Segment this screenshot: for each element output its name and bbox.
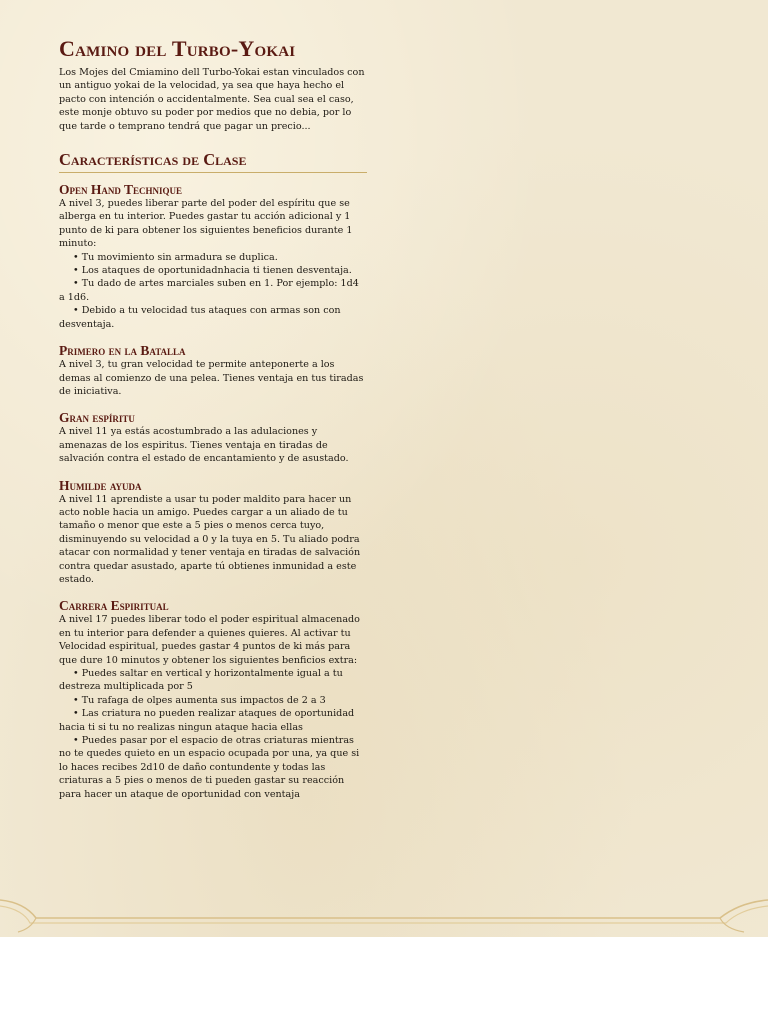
section-heading: Características de Clase [59, 150, 367, 173]
feature-bullet: • Debido a tu velocidad tus ataques con armas son con desventaja. [59, 305, 341, 330]
feature-open-hand-technique [59, 182, 367, 331]
footer-ornament-border [0, 888, 768, 937]
feature-bullet: • Las criatura no pueden realizar ataques de oportunidad hacia ti si tu no realizas ningun ataque hacia ellas [59, 708, 355, 733]
feature-title: Gran espíritu [59, 410, 135, 426]
feature-gran-espiritu [59, 410, 367, 465]
feature-text: A nivel 3, tu gran velocidad te permite anteponerte a los demas al comienzo de una pelea. Tienes ventaja en tus tiradas de iniciativa. [59, 359, 364, 397]
feature-humilde-ayuda [59, 478, 367, 587]
feature-bullet: • Tu rafaga de olpes aumenta sus impactos de 2 a 3 [73, 694, 326, 706]
feature-bullet: • Puedes pasar por el espacio de otras criaturas mientras no te quedes quieto en un espacio ocupada por una, ya que si lo haces recibes 2d10 de daño contundente y todas las criaturas a 5 pies o menos de ti pueden gastar su reacción para hacer un ataque de oportunidad con ventaja [59, 735, 360, 800]
feature-title: Humilde ayuda [59, 477, 142, 493]
feature-bullet: • Los ataques de oportunidadnhacia ti tienen desventaja. [73, 265, 352, 277]
text-column [59, 36, 367, 801]
intro-paragraph: Los Mojes del Cmiamino dell Turbo-Yokai estan vinculados con un antiguo yokai de la velocidad, ya sea que haya hecho el pacto con intención o accidentalmente. Sea cual sea el caso, este monje obtuvo su poder por medios que no debia, por lo que tarde o temprano tendrá que pagar un precio... [59, 67, 365, 132]
feature-bullet: • Tu movimiento sin armadura se duplica. [73, 251, 278, 263]
feature-text: A nivel 11 ya estás acostumbrado a las adulaciones y amenazas de los espiritus. Tienes ventaja en tiradas de salvación contra el estado de encantamiento y de asustado. [59, 426, 349, 465]
feature-primero-en-la-batalla [59, 343, 367, 398]
feature-title: Carrera Espiritual [59, 598, 169, 614]
feature-bullet: • Tu dado de artes marciales suben en 1. Por ejemplo: 1d4 a 1d6. [59, 278, 359, 303]
feature-title: Open Hand Technique [59, 182, 183, 198]
feature-bullet: • Puedes saltar en vertical y horizontalmente igual a tu destreza multiplicada por 5 [59, 668, 343, 693]
page-title: Camino del Turbo-Yokai [59, 36, 296, 61]
feature-text: A nivel 3, puedes liberar parte del poder del espíritu que se alberga en tu interior. Puedes gastar tu acción adicional y 1 punto de ki para obtener los siguientes beneficios durante 1 minuto: [59, 198, 353, 250]
feature-text: A nivel 17 puedes liberar todo el poder espiritual almacenado en tu interior para defender a quienes quieres. Al activar tu Velocidad espiritual, puedes gastar 4 puntos de ki más para que dure 10 minutos y obtener los siguientes benficios extra: [59, 614, 360, 666]
feature-carrera-espiritual [59, 598, 367, 801]
feature-text: A nivel 11 aprendiste a usar tu poder maldito para hacer un acto noble hacia un amigo. Puedes cargar a un aliado de tu tamaño o menor que este a 5 pies o menos cerca tuyo, disminuyendo su velocidad a 0 y la tuya en 5. Tu aliado podra atacar con normalidad y tener ventaja en tiradas de salvación contra quedar asustado, aparte tú obtienes inmunidad a este estado. [59, 493, 361, 585]
feature-title: Primero en la Batalla [59, 343, 186, 359]
